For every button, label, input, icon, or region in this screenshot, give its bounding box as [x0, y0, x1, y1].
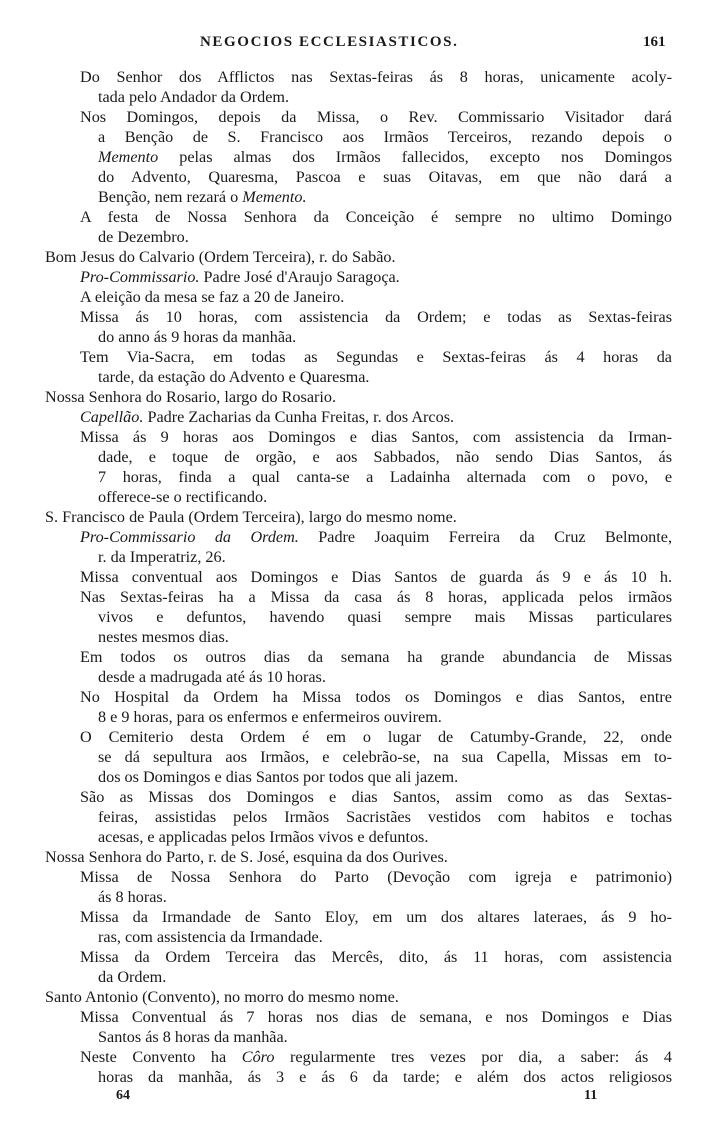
- text-line: Do Senhor dos Afflictos nas Sextas-feiras ás 8 horas, unicamente acoly-: [80, 68, 672, 86]
- text-line: Missa da Ordem Terceira das Mercês, dito, ás 11 horas, com assistencia: [80, 948, 672, 966]
- entry-heading: [0, 507, 725, 527]
- text-segment: Benção, nem rezará o: [98, 188, 243, 206]
- paragraph: [0, 527, 725, 567]
- text-line: Em todos os outros dias da semana ha grande abundancia de Missas: [80, 648, 672, 666]
- paragraph: [0, 907, 725, 947]
- body-text: [0, 67, 725, 1087]
- entry-heading: [0, 847, 725, 867]
- paragraph: [0, 347, 725, 387]
- text-line: horas da manhãa, ás 3 e ás 6 da tarde; e além dos actos religiosos: [98, 1068, 672, 1086]
- page-number: 161: [643, 34, 666, 50]
- paragraph: [0, 407, 725, 427]
- text-segment: Padre Joaquim Ferreira da Cruz Belmonte,: [298, 528, 672, 546]
- text-line: Missa conventual aos Domingos e Dias Santos de guarda ás 9 e ás 10 h.: [80, 568, 672, 586]
- paragraph: [0, 867, 725, 907]
- text-line: se dá sepultura aos Irmãos, e celebrão-se, na sua Capella, Missas em to-: [98, 748, 672, 766]
- text-line: Nossa Senhora do Rosario, largo do Rosario.: [45, 388, 337, 406]
- text-line: S. Francisco de Paula (Ordem Terceira), largo do mesmo nome.: [45, 508, 457, 526]
- text-line: tarde, da estação do Advento e Quaresma.: [98, 368, 370, 386]
- signature-mark-right: 11: [584, 1088, 598, 1103]
- italic-text: Pro-Commissario da Ordem.: [80, 528, 299, 546]
- text-line: No Hospital da Ordem ha Missa todos os Domingos e dias Santos, entre: [80, 688, 672, 706]
- paragraph: [0, 67, 725, 107]
- italic-text: Memento.: [242, 188, 307, 206]
- text-line: Missa de Nossa Senhora do Parto (Devoção com igreja e patrimonio): [80, 868, 672, 886]
- text-line: feiras, assistidas pelos Irmãos Sacristães vestidos com habitos e tochas: [98, 808, 672, 826]
- text-line: [98, 147, 672, 167]
- signature-mark-left: 64: [116, 1088, 130, 1103]
- italic-text: Capellão.: [80, 408, 144, 426]
- text-line: Santos ás 8 horas da manhãa.: [98, 1028, 288, 1046]
- paragraph: [0, 207, 725, 247]
- text-line: [80, 267, 672, 287]
- paragraph: [0, 727, 725, 787]
- text-line: nestes mesmos dias.: [98, 628, 229, 646]
- text-line: offerece-se o rectificando.: [98, 488, 268, 506]
- text-line: acesas, e applicadas pelos Irmãos vivos e defuntos.: [98, 828, 429, 846]
- text-line: [98, 187, 672, 207]
- text-line: Santo Antonio (Convento), no morro do mesmo nome.: [45, 988, 399, 1006]
- paragraph: [0, 687, 725, 727]
- text-line: Missa da Irmandade de Santo Eloy, em um dos altares lateraes, ás 9 ho-: [80, 908, 672, 926]
- text-line: [80, 1047, 672, 1067]
- paragraph: [0, 107, 725, 207]
- text-line: 7 horas, finda a qual canta-se a Ladainha alternada com o povo, e: [98, 468, 672, 486]
- text-line: A eleição da mesa se faz a 20 de Janeiro.: [80, 288, 345, 306]
- page-header: [0, 34, 725, 56]
- text-line: Missa ás 9 horas aos Domingos e dias Santos, com assistencia da Irman-: [80, 428, 672, 446]
- italic-text: Pro-Commissario.: [80, 268, 200, 286]
- entry-heading: [0, 987, 725, 1007]
- text-line: a Benção de S. Francisco aos Irmãos Terceiros, rezando depois o: [98, 128, 672, 146]
- paragraph: [0, 567, 725, 587]
- italic-text: Memento: [98, 148, 159, 166]
- text-line: do anno ás 9 horas da manhãa.: [98, 328, 297, 346]
- running-title: NEGOCIOS ECCLESIASTICOS.: [200, 34, 459, 50]
- text-line: Missa Conventual ás 7 horas nos dias de semana, e nos Domingos e Dias: [80, 1008, 672, 1026]
- text-line: O Cemiterio desta Ordem é em o lugar de Catumby-Grande, 22, onde: [80, 728, 672, 746]
- text-line: Tem Via-Sacra, em todas as Segundas e Sextas-feiras ás 4 horas da: [80, 348, 672, 366]
- text-segment: Neste Convento ha: [80, 1048, 242, 1066]
- text-line: 8 e 9 horas, para os enfermos e enfermeiros ouvirem.: [98, 708, 442, 726]
- paragraph: [0, 427, 725, 507]
- text-line: desde a madrugada até ás 10 horas.: [98, 668, 326, 686]
- text-line: ras, com assistencia da Irmandade.: [98, 928, 323, 946]
- text-line: vivos e defuntos, havendo quasi sempre mais Missas particulares: [98, 608, 672, 626]
- text-line: Nossa Senhora do Parto, r. de S. José, esquina da dos Ourives.: [45, 848, 448, 866]
- paragraph: [0, 1047, 725, 1087]
- paragraph: [0, 267, 725, 287]
- text-line: r. da Imperatriz, 26.: [98, 548, 226, 566]
- text-line: Missa ás 10 horas, com assistencia da Ordem; e todas as Sextas-feiras: [80, 308, 672, 326]
- italic-text: Côro: [241, 1048, 275, 1066]
- text-segment: Padre José d'Araujo Saragoça.: [199, 268, 400, 286]
- text-line: tada pelo Andador da Ordem.: [98, 88, 290, 106]
- entry-heading: [0, 247, 725, 267]
- paragraph: [0, 287, 725, 307]
- text-line: [80, 407, 672, 427]
- text-line: do Advento, Quaresma, Pascoa e suas Oitavas, em que não dará a: [98, 168, 672, 186]
- entry-heading: [0, 387, 725, 407]
- paragraph: [0, 647, 725, 687]
- paragraph: [0, 787, 725, 847]
- paragraph: [0, 1007, 725, 1047]
- text-segment: regularmente tres vezes por dia, a saber: ás 4: [274, 1048, 672, 1066]
- text-line: ás 8 horas.: [98, 888, 167, 906]
- text-line: dade, e toque de orgão, e aos Sabbados, não sendo Dias Santos, ás: [98, 448, 672, 466]
- text-line: da Ordem.: [98, 968, 167, 986]
- paragraph: [0, 307, 725, 347]
- text-line: São as Missas dos Domingos e dias Santos, assim como as das Sextas-: [80, 788, 672, 806]
- text-segment: pelas almas dos Irmãos fallecidos, excepto nos Domingos: [158, 148, 672, 166]
- text-line: Bom Jesus do Calvario (Ordem Terceira), r. do Sabão.: [45, 248, 396, 266]
- text-line: [80, 527, 672, 547]
- text-line: dos os Domingos e dias Santos por todos que ali jazem.: [98, 768, 459, 786]
- paragraph: [0, 587, 725, 647]
- text-segment: Padre Zacharias da Cunha Freitas, r. dos Arcos.: [143, 408, 455, 426]
- text-line: de Dezembro.: [98, 228, 189, 246]
- paragraph: [0, 947, 725, 987]
- text-line: A festa de Nossa Senhora da Conceição é sempre no ultimo Domingo: [80, 208, 672, 226]
- text-line: Nos Domingos, depois da Missa, o Rev. Commissario Visitador dará: [80, 108, 672, 126]
- text-line: Nas Sextas-feiras ha a Missa da casa ás 8 horas, applicada pelos irmãos: [80, 588, 672, 606]
